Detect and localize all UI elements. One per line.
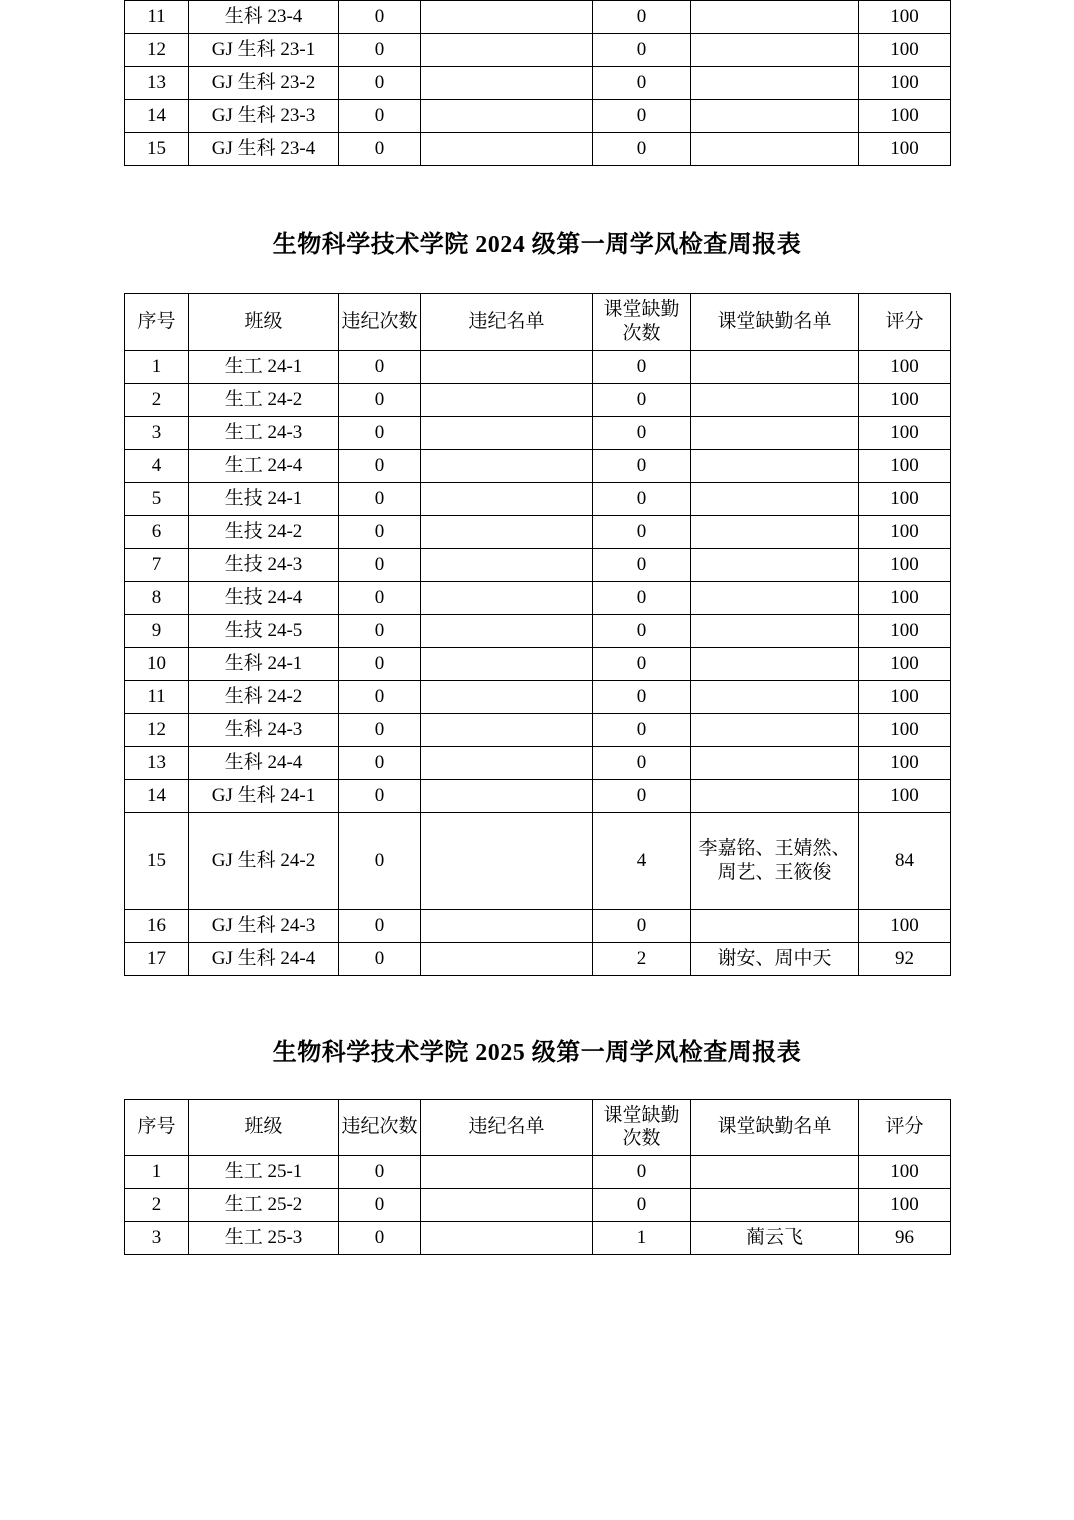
table-row bbox=[125, 383, 951, 416]
cell-class: 生技 24-2 bbox=[189, 515, 339, 548]
table-row bbox=[125, 548, 951, 581]
cell-score: 100 bbox=[859, 581, 951, 614]
cell-score: 84 bbox=[859, 812, 951, 909]
cell-class: GJ 生科 24-3 bbox=[189, 909, 339, 942]
cell-absence-names bbox=[691, 449, 859, 482]
cell-score: 100 bbox=[859, 350, 951, 383]
cell-violation-names bbox=[421, 1222, 593, 1255]
cell-class: 生科 24-1 bbox=[189, 647, 339, 680]
cell-score: 100 bbox=[859, 416, 951, 449]
col-header-absence-names: 课堂缺勤名单 bbox=[691, 1099, 859, 1156]
cell-class: 生工 25-1 bbox=[189, 1156, 339, 1189]
cell-absence-names bbox=[691, 647, 859, 680]
cell-absences: 0 bbox=[593, 1189, 691, 1222]
cell-violations: 0 bbox=[339, 942, 421, 975]
cell-class: 生技 24-5 bbox=[189, 614, 339, 647]
cell-absence-names bbox=[691, 482, 859, 515]
cell-violation-names bbox=[421, 482, 593, 515]
cell-absence-names: 蔺云飞 bbox=[691, 1222, 859, 1255]
cell-violations: 0 bbox=[339, 383, 421, 416]
table-row bbox=[125, 482, 951, 515]
cell-violations: 0 bbox=[339, 680, 421, 713]
cell-absences: 0 bbox=[593, 449, 691, 482]
col-header-index: 序号 bbox=[125, 294, 189, 351]
cell-index: 3 bbox=[125, 1222, 189, 1255]
col-header-violation-names: 违纪名单 bbox=[421, 1099, 593, 1156]
table-row bbox=[125, 812, 951, 909]
cell-class: 生科 24-2 bbox=[189, 680, 339, 713]
cell-class: 生工 25-2 bbox=[189, 1189, 339, 1222]
cell-class: 生科 24-3 bbox=[189, 713, 339, 746]
cell-violation-names bbox=[421, 1, 593, 34]
cell-absence-names bbox=[691, 67, 859, 100]
table-row bbox=[125, 416, 951, 449]
table-body bbox=[125, 350, 951, 975]
cell-absence-names bbox=[691, 350, 859, 383]
cell-score: 100 bbox=[859, 482, 951, 515]
cell-score: 100 bbox=[859, 680, 951, 713]
cell-score: 96 bbox=[859, 1222, 951, 1255]
cell-absence-names bbox=[691, 779, 859, 812]
cell-score: 100 bbox=[859, 67, 951, 100]
cell-violation-names bbox=[421, 1156, 593, 1189]
cell-score: 100 bbox=[859, 449, 951, 482]
cell-absences: 0 bbox=[593, 909, 691, 942]
cell-absence-names bbox=[691, 133, 859, 166]
cell-violation-names bbox=[421, 647, 593, 680]
cell-index: 6 bbox=[125, 515, 189, 548]
cell-absences: 0 bbox=[593, 67, 691, 100]
cell-violations: 0 bbox=[339, 416, 421, 449]
col-header-absence-names: 课堂缺勤名单 bbox=[691, 294, 859, 351]
section-title-2024: 生物科学技术学院 2024 级第一周学风检查周报表 bbox=[272, 232, 802, 258]
cell-violation-names bbox=[421, 416, 593, 449]
cell-violation-names bbox=[421, 812, 593, 909]
cell-index: 14 bbox=[125, 100, 189, 133]
cell-absences: 0 bbox=[593, 614, 691, 647]
cell-index: 15 bbox=[125, 133, 189, 166]
col-header-violations: 违纪次数 bbox=[339, 294, 421, 351]
cell-class: GJ 生科 24-1 bbox=[189, 779, 339, 812]
cell-violations: 0 bbox=[339, 133, 421, 166]
table-row bbox=[125, 614, 951, 647]
cell-absence-names bbox=[691, 34, 859, 67]
cell-absence-names bbox=[691, 100, 859, 133]
cell-violations: 0 bbox=[339, 909, 421, 942]
cell-violation-names bbox=[421, 34, 593, 67]
cell-absences: 0 bbox=[593, 100, 691, 133]
cell-absences: 0 bbox=[593, 133, 691, 166]
col-header-index: 序号 bbox=[125, 1099, 189, 1156]
col-header-violation-names: 违纪名单 bbox=[421, 294, 593, 351]
table-row bbox=[125, 713, 951, 746]
table-head bbox=[125, 294, 951, 351]
cell-violation-names bbox=[421, 515, 593, 548]
cell-score: 100 bbox=[859, 383, 951, 416]
table-row bbox=[125, 1189, 951, 1222]
cell-violations: 0 bbox=[339, 548, 421, 581]
cell-absence-names: 谢安、周中天 bbox=[691, 942, 859, 975]
cell-absence-names bbox=[691, 548, 859, 581]
table-row bbox=[125, 746, 951, 779]
cell-absences: 0 bbox=[593, 350, 691, 383]
cell-violations: 0 bbox=[339, 34, 421, 67]
cell-index: 17 bbox=[125, 942, 189, 975]
cell-class: 生技 24-4 bbox=[189, 581, 339, 614]
cell-class: 生工 24-1 bbox=[189, 350, 339, 383]
cell-violation-names bbox=[421, 133, 593, 166]
table-row bbox=[125, 34, 951, 67]
cell-absence-names bbox=[691, 614, 859, 647]
table-row bbox=[125, 133, 951, 166]
cell-absences: 0 bbox=[593, 1156, 691, 1189]
col-header-class: 班级 bbox=[189, 294, 339, 351]
cell-violations: 0 bbox=[339, 1189, 421, 1222]
table-body bbox=[125, 1156, 951, 1255]
report-table-2025 bbox=[124, 1099, 951, 1256]
cell-absences: 0 bbox=[593, 647, 691, 680]
cell-score: 100 bbox=[859, 100, 951, 133]
cell-absences: 0 bbox=[593, 515, 691, 548]
cell-class: 生技 24-3 bbox=[189, 548, 339, 581]
cell-violation-names bbox=[421, 350, 593, 383]
cell-violations: 0 bbox=[339, 581, 421, 614]
cell-index: 13 bbox=[125, 67, 189, 100]
cell-index: 2 bbox=[125, 383, 189, 416]
cell-absences: 2 bbox=[593, 942, 691, 975]
cell-absences: 0 bbox=[593, 383, 691, 416]
cell-violations: 0 bbox=[339, 1, 421, 34]
cell-absence-names bbox=[691, 515, 859, 548]
cell-absence-names: 李嘉铭、王婧然、周艺、王筱俊 bbox=[691, 812, 859, 909]
cell-score: 100 bbox=[859, 746, 951, 779]
cell-class: GJ 生科 23-1 bbox=[189, 34, 339, 67]
spacer bbox=[124, 259, 950, 293]
cell-violation-names bbox=[421, 942, 593, 975]
cell-class: 生工 24-4 bbox=[189, 449, 339, 482]
cell-violation-names bbox=[421, 67, 593, 100]
cell-index: 16 bbox=[125, 909, 189, 942]
cell-absence-names bbox=[691, 746, 859, 779]
cell-violation-names bbox=[421, 680, 593, 713]
cell-absences: 0 bbox=[593, 34, 691, 67]
cell-class: GJ 生科 24-4 bbox=[189, 942, 339, 975]
cell-violations: 0 bbox=[339, 350, 421, 383]
cell-violations: 0 bbox=[339, 614, 421, 647]
table-head bbox=[125, 1099, 951, 1156]
table-header-row bbox=[125, 1099, 951, 1156]
cell-violation-names bbox=[421, 581, 593, 614]
cell-index: 4 bbox=[125, 449, 189, 482]
cell-violations: 0 bbox=[339, 647, 421, 680]
cell-index: 15 bbox=[125, 812, 189, 909]
cell-index: 1 bbox=[125, 1156, 189, 1189]
table-row bbox=[125, 1, 951, 34]
cell-index: 14 bbox=[125, 779, 189, 812]
cell-violations: 0 bbox=[339, 449, 421, 482]
cell-absences: 0 bbox=[593, 548, 691, 581]
cell-index: 12 bbox=[125, 713, 189, 746]
col-header-score: 评分 bbox=[859, 294, 951, 351]
cell-class: 生技 24-1 bbox=[189, 482, 339, 515]
cell-class: 生工 24-3 bbox=[189, 416, 339, 449]
col-header-violations: 违纪次数 bbox=[339, 1099, 421, 1156]
cell-violation-names bbox=[421, 449, 593, 482]
cell-violations: 0 bbox=[339, 746, 421, 779]
cell-absences: 0 bbox=[593, 779, 691, 812]
cell-violation-names bbox=[421, 1189, 593, 1222]
cell-index: 11 bbox=[125, 680, 189, 713]
cell-index: 2 bbox=[125, 1189, 189, 1222]
cell-violations: 0 bbox=[339, 482, 421, 515]
cell-class: 生科 24-4 bbox=[189, 746, 339, 779]
cell-violations: 0 bbox=[339, 779, 421, 812]
cell-index: 5 bbox=[125, 482, 189, 515]
cell-absence-names bbox=[691, 909, 859, 942]
cell-absence-names bbox=[691, 1156, 859, 1189]
cell-absence-names bbox=[691, 581, 859, 614]
cell-violation-names bbox=[421, 614, 593, 647]
cell-violations: 0 bbox=[339, 1156, 421, 1189]
cell-score: 100 bbox=[859, 779, 951, 812]
table-row bbox=[125, 449, 951, 482]
cell-violations: 0 bbox=[339, 67, 421, 100]
cell-class: 生科 23-4 bbox=[189, 1, 339, 34]
table-header-row bbox=[125, 294, 951, 351]
table-row bbox=[125, 350, 951, 383]
spacer bbox=[124, 976, 950, 1032]
table-row bbox=[125, 779, 951, 812]
cell-violations: 0 bbox=[339, 515, 421, 548]
cell-violation-names bbox=[421, 713, 593, 746]
cell-absence-names bbox=[691, 1189, 859, 1222]
table-row bbox=[125, 1222, 951, 1255]
report-table-2023-continued bbox=[124, 0, 951, 166]
cell-class: GJ 生科 23-3 bbox=[189, 100, 339, 133]
table-row bbox=[125, 67, 951, 100]
table-row bbox=[125, 647, 951, 680]
cell-absences: 0 bbox=[593, 713, 691, 746]
cell-violations: 0 bbox=[339, 713, 421, 746]
table-row bbox=[125, 581, 951, 614]
cell-score: 92 bbox=[859, 942, 951, 975]
table-row bbox=[125, 909, 951, 942]
cell-violations: 0 bbox=[339, 100, 421, 133]
report-table-2024 bbox=[124, 293, 951, 976]
cell-score: 100 bbox=[859, 614, 951, 647]
cell-absences: 0 bbox=[593, 581, 691, 614]
cell-index: 10 bbox=[125, 647, 189, 680]
col-header-class: 班级 bbox=[189, 1099, 339, 1156]
cell-score: 100 bbox=[859, 909, 951, 942]
cell-score: 100 bbox=[859, 1156, 951, 1189]
cell-index: 11 bbox=[125, 1, 189, 34]
cell-violation-names bbox=[421, 909, 593, 942]
cell-absence-names bbox=[691, 680, 859, 713]
cell-score: 100 bbox=[859, 1, 951, 34]
cell-violation-names bbox=[421, 383, 593, 416]
col-header-absences: 课堂缺勤次数 bbox=[593, 294, 691, 351]
cell-violation-names bbox=[421, 779, 593, 812]
cell-absences: 0 bbox=[593, 482, 691, 515]
cell-score: 100 bbox=[859, 133, 951, 166]
cell-index: 9 bbox=[125, 614, 189, 647]
cell-score: 100 bbox=[859, 34, 951, 67]
cell-index: 13 bbox=[125, 746, 189, 779]
cell-violations: 0 bbox=[339, 1222, 421, 1255]
cell-score: 100 bbox=[859, 713, 951, 746]
document-content bbox=[124, 0, 950, 1255]
cell-index: 12 bbox=[125, 34, 189, 67]
col-header-score: 评分 bbox=[859, 1099, 951, 1156]
table-row bbox=[125, 1156, 951, 1189]
cell-violations: 0 bbox=[339, 812, 421, 909]
cell-violation-names bbox=[421, 100, 593, 133]
cell-absences: 0 bbox=[593, 680, 691, 713]
cell-violation-names bbox=[421, 548, 593, 581]
table-row bbox=[125, 942, 951, 975]
spacer bbox=[124, 1067, 950, 1099]
cell-index: 8 bbox=[125, 581, 189, 614]
cell-index: 7 bbox=[125, 548, 189, 581]
table-row bbox=[125, 515, 951, 548]
cell-class: 生工 24-2 bbox=[189, 383, 339, 416]
table-body bbox=[125, 1, 951, 166]
section-title-2025: 生物科学技术学院 2025 级第一周学风检查周报表 bbox=[272, 1039, 802, 1066]
cell-absences: 0 bbox=[593, 1, 691, 34]
cell-violation-names bbox=[421, 746, 593, 779]
spacer bbox=[124, 166, 950, 224]
table-row bbox=[125, 100, 951, 133]
cell-score: 100 bbox=[859, 515, 951, 548]
cell-score: 100 bbox=[859, 1189, 951, 1222]
cell-absences: 4 bbox=[593, 812, 691, 909]
cell-absences: 0 bbox=[593, 746, 691, 779]
cell-class: GJ 生科 23-4 bbox=[189, 133, 339, 166]
col-header-absences: 课堂缺勤次数 bbox=[593, 1099, 691, 1156]
cell-index: 3 bbox=[125, 416, 189, 449]
cell-absences: 0 bbox=[593, 416, 691, 449]
cell-absences: 1 bbox=[593, 1222, 691, 1255]
cell-score: 100 bbox=[859, 647, 951, 680]
cell-index: 1 bbox=[125, 350, 189, 383]
cell-absence-names bbox=[691, 1, 859, 34]
cell-class: GJ 生科 23-2 bbox=[189, 67, 339, 100]
cell-score: 100 bbox=[859, 548, 951, 581]
cell-class: 生工 25-3 bbox=[189, 1222, 339, 1255]
cell-absence-names bbox=[691, 383, 859, 416]
cell-class: GJ 生科 24-2 bbox=[189, 812, 339, 909]
cell-absence-names bbox=[691, 416, 859, 449]
cell-absence-names bbox=[691, 713, 859, 746]
table-row bbox=[125, 680, 951, 713]
